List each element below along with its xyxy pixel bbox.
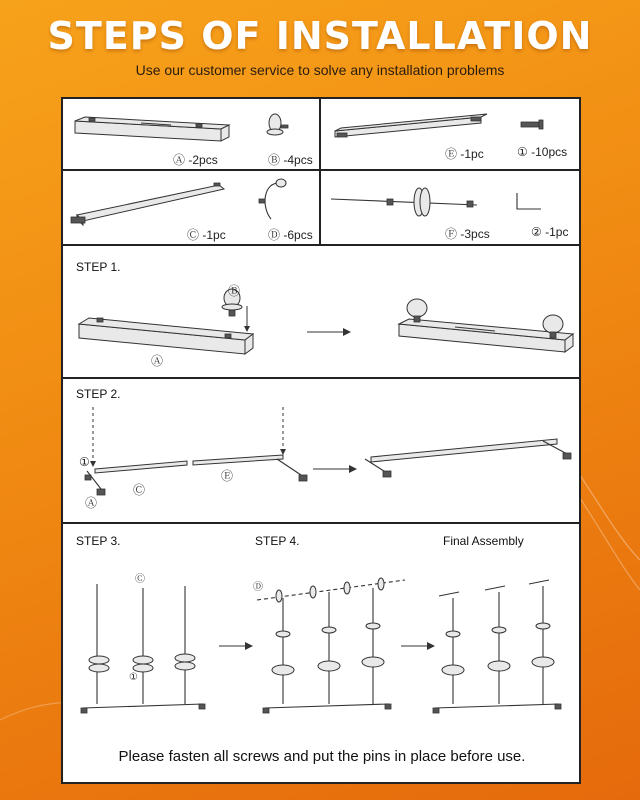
part-f-label: Ⓕ -3pcs bbox=[445, 227, 490, 241]
step1-before-drawing bbox=[75, 280, 275, 370]
part-1-screw-drawing bbox=[521, 119, 551, 133]
part-e-bar-drawing bbox=[331, 107, 491, 147]
part-f-bar-drawing bbox=[327, 179, 487, 219]
step4-label: STEP 4. bbox=[255, 534, 300, 548]
step3-4-panel bbox=[62, 523, 580, 783]
step2-arrow-icon bbox=[313, 463, 357, 475]
step2-before-drawing bbox=[77, 405, 317, 515]
step3-callout-c: Ⓒ bbox=[135, 574, 145, 585]
step1-callout-a: Ⓐ bbox=[151, 354, 164, 368]
part-a-label: Ⓐ -2pcs bbox=[173, 153, 218, 167]
step3-arrow-icon bbox=[219, 640, 253, 652]
step1-label: STEP 1. bbox=[76, 260, 121, 274]
step3-drawing bbox=[81, 574, 221, 724]
final-assembly-drawing bbox=[425, 574, 575, 724]
step2-panel bbox=[62, 378, 580, 523]
part-c-bar-drawing bbox=[69, 179, 239, 229]
final-assembly-label: Final Assembly bbox=[443, 534, 524, 548]
step2-after-drawing bbox=[357, 431, 577, 501]
part-c-label: Ⓒ -1pc bbox=[187, 228, 226, 242]
step2-callout-e: Ⓔ bbox=[221, 469, 234, 483]
page-subtitle: Use our customer service to solve any installation problems bbox=[135, 62, 505, 78]
step1-after-drawing bbox=[395, 294, 575, 374]
step2-callout-1: ① bbox=[79, 455, 90, 469]
part-b-knob-drawing bbox=[263, 113, 293, 149]
step1-panel bbox=[62, 245, 580, 378]
part-e-label: Ⓔ -1pc bbox=[445, 147, 484, 161]
step2-callout-a: Ⓐ bbox=[85, 496, 98, 510]
part-2-allen-key-drawing bbox=[515, 191, 545, 213]
part-b-label: Ⓑ -4pcs bbox=[268, 153, 313, 167]
instruction-sheet bbox=[61, 97, 581, 784]
part-d-label: Ⓓ -6pcs bbox=[268, 228, 313, 242]
step1-callout-b: Ⓑ bbox=[228, 284, 241, 298]
step2-label: STEP 2. bbox=[76, 387, 121, 401]
step4-callout-d: Ⓓ bbox=[253, 582, 263, 593]
part-1-label: ① -10pcs bbox=[517, 145, 568, 159]
parts-cell-a-b bbox=[62, 98, 320, 170]
parts-cell-f-2 bbox=[320, 170, 580, 245]
parts-cell-e-1 bbox=[320, 98, 580, 170]
page-title: STEPS OF INSTALLATION bbox=[47, 14, 593, 58]
step1-arrow-icon bbox=[307, 326, 351, 338]
step2-callout-c: Ⓒ bbox=[133, 483, 146, 497]
part-a-bar-drawing bbox=[71, 107, 231, 147]
step3-callout-1: ① bbox=[129, 672, 138, 683]
part-d-hook-drawing bbox=[251, 177, 291, 227]
step4-drawing bbox=[255, 574, 405, 724]
safety-note: Please fasten all screws and put the pins in place before use. bbox=[118, 748, 526, 765]
part-2-label: ② -1pc bbox=[531, 225, 569, 239]
step3-label: STEP 3. bbox=[76, 534, 121, 548]
parts-cell-c-d bbox=[62, 170, 320, 245]
